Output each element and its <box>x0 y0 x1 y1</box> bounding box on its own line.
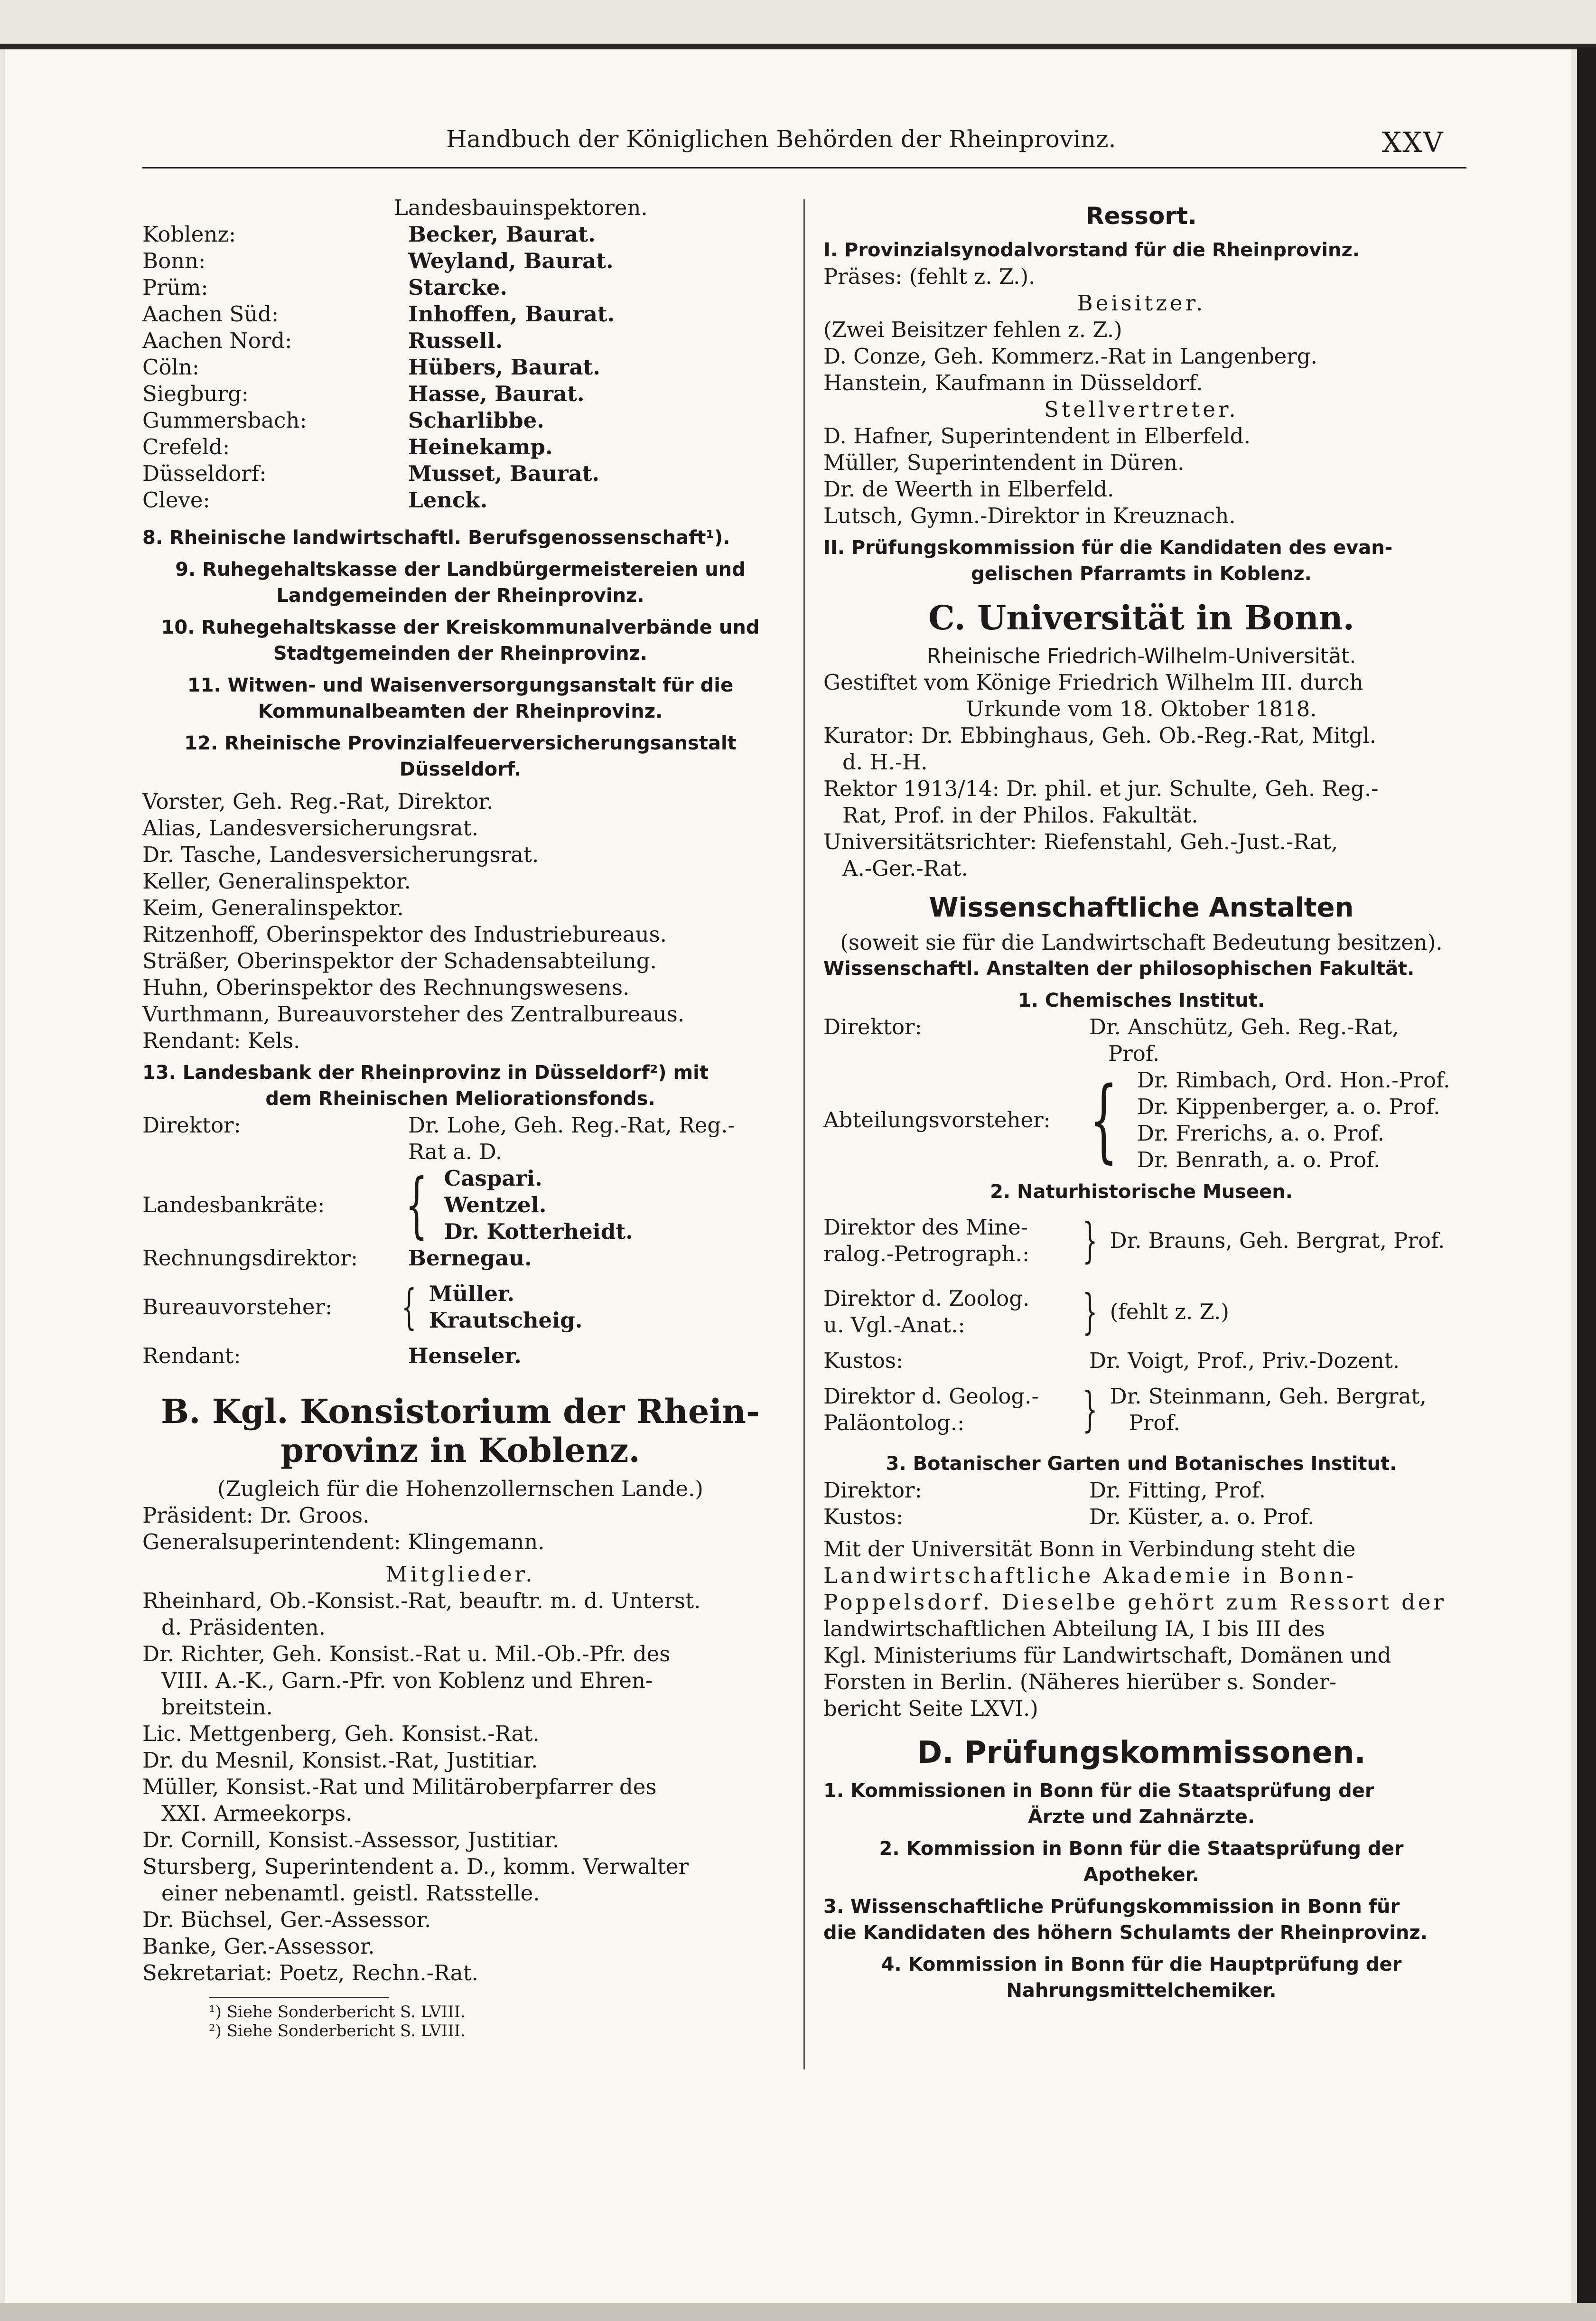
field-value: Dr. Brauns, Geh. Bergrat, Prof. <box>1110 1228 1445 1253</box>
list-item: Rendant: Kels. <box>142 1028 300 1053</box>
list-item: Caspari. <box>444 1166 542 1191</box>
list-item: Dr. de Weerth in Elberfeld. <box>823 477 1114 502</box>
abteilungsvorsteher-group <box>823 1067 1459 1173</box>
section-b-title: B. Kgl. Konsistorium der Rhein- <box>160 1392 760 1431</box>
right-column <box>823 195 1459 2004</box>
section-13-heading: 13. Landesbank der Rheinprovinz in Düsseldorf²) mit <box>142 1062 709 1084</box>
list-item: Keim, Generalinspektor. <box>142 895 404 920</box>
section-11-heading-cont: Kommunalbeamten der Rheinprovinz. <box>258 701 663 722</box>
mineralogie-row <box>823 1205 1459 1276</box>
list-item: Müller, Konsist.-Rat und Militäroberpfarrer des <box>142 1774 657 1799</box>
list-item: D. Hafner, Superintendent in Elberfeld. <box>823 423 1251 449</box>
list-item: Banke, Ger.-Assessor. <box>142 1934 375 1959</box>
list-item: Huhn, Oberinspektor des Rechnungswesens. <box>142 975 630 1000</box>
wissenschaftliche-anstalten-heading: Wissenschaftliche Anstalten <box>929 892 1354 923</box>
person-name: Inhoffen, Baurat. <box>408 301 615 327</box>
scan-right-edge <box>1577 47 1596 2307</box>
field-label: Bureauvorsteher: <box>142 1294 333 1320</box>
field-label: Direktor d. Zoolog. <box>823 1286 1030 1311</box>
person-name: Hasse, Baurat. <box>408 381 585 406</box>
list-item: 4. Kommission in Bonn für die Hauptprüfung der <box>881 1954 1402 1975</box>
text-line: Gestiftet vom Könige Friedrich Wilhelm III. durch <box>823 670 1363 695</box>
beisitzer-heading: Beisitzer. <box>1077 290 1206 316</box>
field-value: Rat a. D. <box>408 1139 503 1164</box>
ressort-item-2-cont: gelischen Pfarramts in Koblenz. <box>971 563 1312 585</box>
list-item: 3. Wissenschaftliche Prüfungskommission in Bonn für <box>823 1896 1400 1918</box>
direktor-row <box>142 1112 778 1139</box>
list-item <box>142 221 778 248</box>
field-value: Dr. Voigt, Prof., Priv.-Dozent. <box>1089 1348 1400 1373</box>
column-divider <box>803 199 805 2069</box>
field-label: ralog.-Petrograph.: <box>823 1241 1030 1266</box>
place-label: Düsseldorf: <box>142 461 267 486</box>
list-item: die Kandidaten des höhern Schulamts der Rheinprovinz. <box>823 1922 1428 1944</box>
person-name: Starcke. <box>408 275 508 300</box>
place-label: Bonn: <box>142 248 206 273</box>
list-item: Dr. Tasche, Landesversicherungsrat. <box>142 842 539 867</box>
brace-glyph: } <box>1082 1213 1098 1268</box>
field-label: Direktor d. Geolog.- <box>823 1384 1039 1409</box>
text-line: Forsten in Berlin. (Näheres hierüber s. Sonder- <box>823 1669 1337 1694</box>
list-item: Rheinhard, Ob.-Konsist.-Rat, beauftr. m. d. Unterst. <box>142 1588 701 1613</box>
bot-kustos-row <box>823 1504 1459 1530</box>
list-item: VIII. A.-K., Garn.-Pfr. von Koblenz und Ehren- <box>161 1668 653 1693</box>
kustos-row <box>823 1348 1459 1374</box>
list-item: Dr. Richter, Geh. Konsist.-Rat u. Mil.-Ob.-Pfr. des <box>142 1641 671 1666</box>
rendant-row <box>142 1343 778 1369</box>
field-value: (fehlt z. Z.) <box>1110 1299 1229 1324</box>
list-item: (Zwei Beisitzer fehlen z. Z.) <box>823 317 1122 342</box>
list-item: Lutsch, Gymn.-Direktor in Kreuznach. <box>823 503 1236 528</box>
text-line: Rat, Prof. in der Philos. Fakultät. <box>842 803 1198 828</box>
list-item: Dr. Frerichs, a. o. Prof. <box>1137 1121 1384 1146</box>
bureauvorsteher-group <box>142 1272 778 1343</box>
text-line: bericht Seite LXVI.) <box>823 1696 1038 1721</box>
brace-glyph: } <box>1082 1284 1098 1339</box>
list-item: Krautscheig. <box>429 1308 583 1333</box>
field-label: Abteilungsvorsteher: <box>823 1107 1051 1132</box>
person-name: Becker, Baurat. <box>408 222 596 247</box>
footnote-rule <box>209 1997 389 1998</box>
bauinspektoren-list <box>142 221 778 514</box>
wissenschaftliche-anstalten-subtitle: (soweit sie für die Landwirtschaft Bedeutung besitzen). <box>840 930 1443 955</box>
field-label: Kustos: <box>823 1504 904 1529</box>
place-label: Aachen Nord: <box>142 328 292 353</box>
place-label: Siegburg: <box>142 381 249 406</box>
ressort-item-2: II. Prüfungskommission für die Kandidaten des evan- <box>823 537 1393 559</box>
text-line: A.-Ger.-Rat. <box>842 856 968 881</box>
list-item: Ritzenhoff, Oberinspektor des Industriebureaus. <box>142 922 667 947</box>
list-item: Nahrungsmittelchemiker. <box>1006 1980 1277 2002</box>
bankraete-group <box>142 1165 778 1245</box>
place-label: Prüm: <box>142 275 208 300</box>
chemisches-institut-heading: 1. Chemisches Institut. <box>1017 990 1265 1011</box>
brace-glyph: { <box>401 1279 417 1335</box>
list-item: Sekretariat: Poetz, Rechn.-Rat. <box>142 1960 478 1985</box>
field-value: Henseler. <box>408 1343 522 1368</box>
list-item: Dr. Kippenberger, a. o. Prof. <box>1137 1094 1440 1119</box>
place-label: Cöln: <box>142 355 200 380</box>
place-label: Gummersbach: <box>142 408 307 433</box>
field-value: Prof. <box>1108 1041 1160 1066</box>
scan-bottom-edge <box>0 2303 1596 2321</box>
section-12-heading: 12. Rheinische Provinzialfeuerversicherungsanstalt <box>184 732 737 754</box>
section-9-heading: 9. Ruhegehaltskasse der Landbürgermeistereien und <box>175 559 746 580</box>
text-line: landwirtschaftlichen Abteilung IA, I bis III des <box>823 1616 1325 1641</box>
list-item: Ärzte und Zahnärzte. <box>1027 1806 1255 1828</box>
field-label: Paläontolog.: <box>823 1410 965 1435</box>
faculty-heading: Wissenschaftl. Anstalten der philosophischen Fakultät. <box>823 958 1415 980</box>
list-item: Wentzel. <box>444 1192 547 1217</box>
list-item <box>142 301 778 328</box>
brace-glyph: { <box>1089 1067 1118 1172</box>
section-10-heading: 10. Ruhegehaltskasse der Kreiskommunalverbände und <box>161 617 760 638</box>
person-name: Russell. <box>408 328 503 353</box>
field-label: Direktor des Mine- <box>823 1215 1028 1240</box>
text-line: Urkunde vom 18. Oktober 1818. <box>966 696 1317 721</box>
field-label: Rendant: <box>142 1343 241 1368</box>
rechnungsdirektor-row <box>142 1245 778 1272</box>
praesident-line: Präsident: Dr. Groos. <box>142 1503 370 1528</box>
akademie-paragraph <box>823 1536 1459 1722</box>
list-item: Sträßer, Oberinspektor der Schadensabteilung. <box>142 948 657 973</box>
person-name: Hübers, Baurat. <box>408 355 600 380</box>
list-item: Stursberg, Superintendent a. D., komm. Verwalter <box>142 1854 689 1879</box>
section-10-heading-cont: Stadtgemeinden der Rheinprovinz. <box>273 643 648 664</box>
list-item: Lic. Mettgenberg, Geh. Konsist.-Rat. <box>142 1721 540 1746</box>
list-item: d. Präsidenten. <box>161 1615 326 1640</box>
list-item: 1. Kommissionen in Bonn für die Staatsprüfung der <box>823 1780 1374 1802</box>
list-item: Dr. Kotterheidt. <box>444 1219 633 1244</box>
field-label: Direktor: <box>823 1478 922 1503</box>
field-value: Dr. Fitting, Prof. <box>1089 1478 1266 1503</box>
field-label: Direktor: <box>823 1014 922 1039</box>
list-item: D. Conze, Geh. Kommerz.-Rat in Langenberg. <box>823 344 1317 369</box>
section-12-staff <box>142 788 778 1054</box>
generalsuperintendent-line: Generalsuperintendent: Klingemann. <box>142 1529 545 1554</box>
place-label: Crefeld: <box>142 434 230 459</box>
field-value: Bernegau. <box>408 1245 532 1271</box>
brace-glyph: } <box>1082 1382 1098 1437</box>
text-line: Poppelsdorf. Dieselbe gehört zum Ressort der <box>823 1590 1447 1615</box>
person-name: Musset, Baurat. <box>408 461 600 486</box>
section-9-heading-cont: Landgemeinden der Rheinprovinz. <box>276 585 644 607</box>
section-8-heading: 8. Rheinische landwirtschaftl. Berufsgenossenschaft¹). <box>142 527 730 549</box>
botanischer-garten-heading: 3. Botanischer Garten und Botanisches Institut. <box>886 1453 1397 1475</box>
chem-direktor-row-cont <box>823 1040 1459 1067</box>
field-value: Dr. Küster, a. o. Prof. <box>1089 1504 1315 1529</box>
section-13-heading-cont: dem Rheinischen Meliorationsfonds. <box>265 1088 655 1110</box>
zoologie-row <box>823 1276 1459 1348</box>
person-name: Scharlibbe. <box>408 408 544 433</box>
text-line: Kurator: Dr. Ebbinghaus, Geh. Ob.-Reg.-Rat, Mitgl. <box>823 723 1377 748</box>
list-item: 2. Kommission in Bonn für die Staatsprüfung der <box>879 1838 1404 1860</box>
list-item: Müller. <box>429 1281 515 1306</box>
bauinspektoren-heading: Landesbauinspektoren. <box>394 195 648 220</box>
list-item: Müller, Superintendent in Düren. <box>823 450 1185 475</box>
mitglieder-heading: Mitglieder. <box>385 1562 535 1587</box>
list-item: Alias, Landesversicherungsrat. <box>142 815 479 841</box>
ressort-item-1: I. Provinzialsynodalvorstand für die Rheinprovinz. <box>823 239 1360 261</box>
section-11-heading: 11. Witwen- und Waisenversorgungsanstalt für die <box>187 674 734 696</box>
list-item: Vorster, Geh. Reg.-Rat, Direktor. <box>142 789 494 814</box>
person-name: Weyland, Baurat. <box>408 248 614 273</box>
list-item <box>142 407 778 434</box>
page-number: XXV <box>1382 126 1444 159</box>
bot-direktor-row <box>823 1477 1459 1504</box>
text-line: Universitätsrichter: Riefenstahl, Geh.-Just.-Rat, <box>823 829 1338 854</box>
field-label: u. Vgl.-Anat.: <box>823 1312 965 1338</box>
list-item: Apotheker. <box>1083 1864 1199 1886</box>
field-label: Kustos: <box>823 1348 904 1373</box>
list-item: Dr. du Mesnil, Konsist.-Rat, Justitiar. <box>142 1748 538 1773</box>
field-label: Landesbankräte: <box>142 1192 325 1217</box>
list-item: Dr. Benrath, a. o. Prof. <box>1137 1147 1381 1172</box>
list-item <box>142 354 778 381</box>
text-line: Rektor 1913/14: Dr. phil. et jur. Schulte, Geh. Reg.- <box>823 776 1379 801</box>
list-item: einer nebenamtl. geistl. Ratsstelle. <box>161 1881 540 1906</box>
list-item: Hanstein, Kaufmann in Düsseldorf. <box>823 370 1203 395</box>
list-item <box>142 434 778 460</box>
field-value: Dr. Steinmann, Geh. Bergrat, <box>1110 1384 1427 1409</box>
section-b-subtitle: (Zugleich für die Hohenzollernschen Lande.) <box>217 1476 703 1501</box>
ressort-heading: Ressort. <box>1086 202 1197 230</box>
list-item <box>142 248 778 274</box>
list-item <box>142 328 778 354</box>
chem-direktor-row <box>823 1014 1459 1040</box>
person-name: Heinekamp. <box>408 434 553 459</box>
running-title: Handbuch der Königlichen Behörden der Rheinprovinz. <box>446 125 1116 153</box>
geologie-row <box>823 1374 1459 1445</box>
praeses-line: Präses: (fehlt z. Z.). <box>823 264 1036 289</box>
list-item <box>142 274 778 301</box>
mitglieder-list <box>142 1588 778 1986</box>
stellvertreter-heading: Stellvertreter. <box>1044 397 1239 422</box>
section-12-heading-cont: Düsseldorf. <box>399 758 522 780</box>
brace-glyph: { <box>405 1164 428 1246</box>
section-c-subtitle: Rheinische Friedrich-Wilhelm-Universität. <box>926 644 1356 668</box>
header-rule <box>142 167 1466 168</box>
list-item: Keller, Generalinspektor. <box>142 869 411 894</box>
field-label: Direktor: <box>142 1113 241 1138</box>
text-line: Mit der Universität Bonn in Verbindung steht die <box>823 1536 1356 1562</box>
list-item <box>142 487 778 514</box>
list-item: Dr. Rimbach, Ord. Hon.-Prof. <box>1137 1067 1450 1093</box>
list-item: Vurthmann, Bureauvorsteher des Zentralbureaus. <box>142 1001 685 1027</box>
list-item: XXI. Armeekorps. <box>161 1801 353 1826</box>
scan-top-edge <box>0 44 1596 49</box>
text-line: Landwirtschaftliche Akademie in Bonn- <box>823 1563 1356 1588</box>
section-d-title: D. Prüfungskommissonen. <box>917 1735 1366 1770</box>
field-value: Dr. Lohe, Geh. Reg.-Rat, Reg.- <box>408 1113 735 1138</box>
museen-heading: 2. Naturhistorische Museen. <box>990 1181 1293 1203</box>
place-label: Cleve: <box>142 487 210 513</box>
place-label: Aachen Süd: <box>142 301 279 327</box>
footnote: ²) Siehe Sonderbericht S. LVIII. <box>209 2022 466 2040</box>
person-name: Lenck. <box>408 487 488 513</box>
field-value: Prof. <box>1129 1410 1180 1435</box>
list-item <box>142 381 778 407</box>
direktor-row-cont <box>142 1139 778 1165</box>
list-item: Dr. Büchsel, Ger.-Assessor. <box>142 1907 431 1932</box>
footnote: ¹) Siehe Sonderbericht S. LVIII. <box>209 2003 466 2022</box>
left-column <box>142 195 778 2040</box>
section-b-title-cont: provinz in Koblenz. <box>280 1431 640 1470</box>
field-label: Rechnungsdirektor: <box>142 1245 358 1271</box>
text-line: d. H.-H. <box>842 749 928 775</box>
place-label: Koblenz: <box>142 222 236 247</box>
list-item: Dr. Cornill, Konsist.-Assessor, Justitiar. <box>142 1827 560 1853</box>
section-c-title: C. Universität in Bonn. <box>928 598 1355 637</box>
field-value: Dr. Anschütz, Geh. Reg.-Rat, <box>1089 1014 1399 1039</box>
list-item: breitstein. <box>161 1694 273 1720</box>
list-item <box>142 460 778 487</box>
text-line: Kgl. Ministeriums für Landwirtschaft, Domänen und <box>823 1643 1391 1668</box>
